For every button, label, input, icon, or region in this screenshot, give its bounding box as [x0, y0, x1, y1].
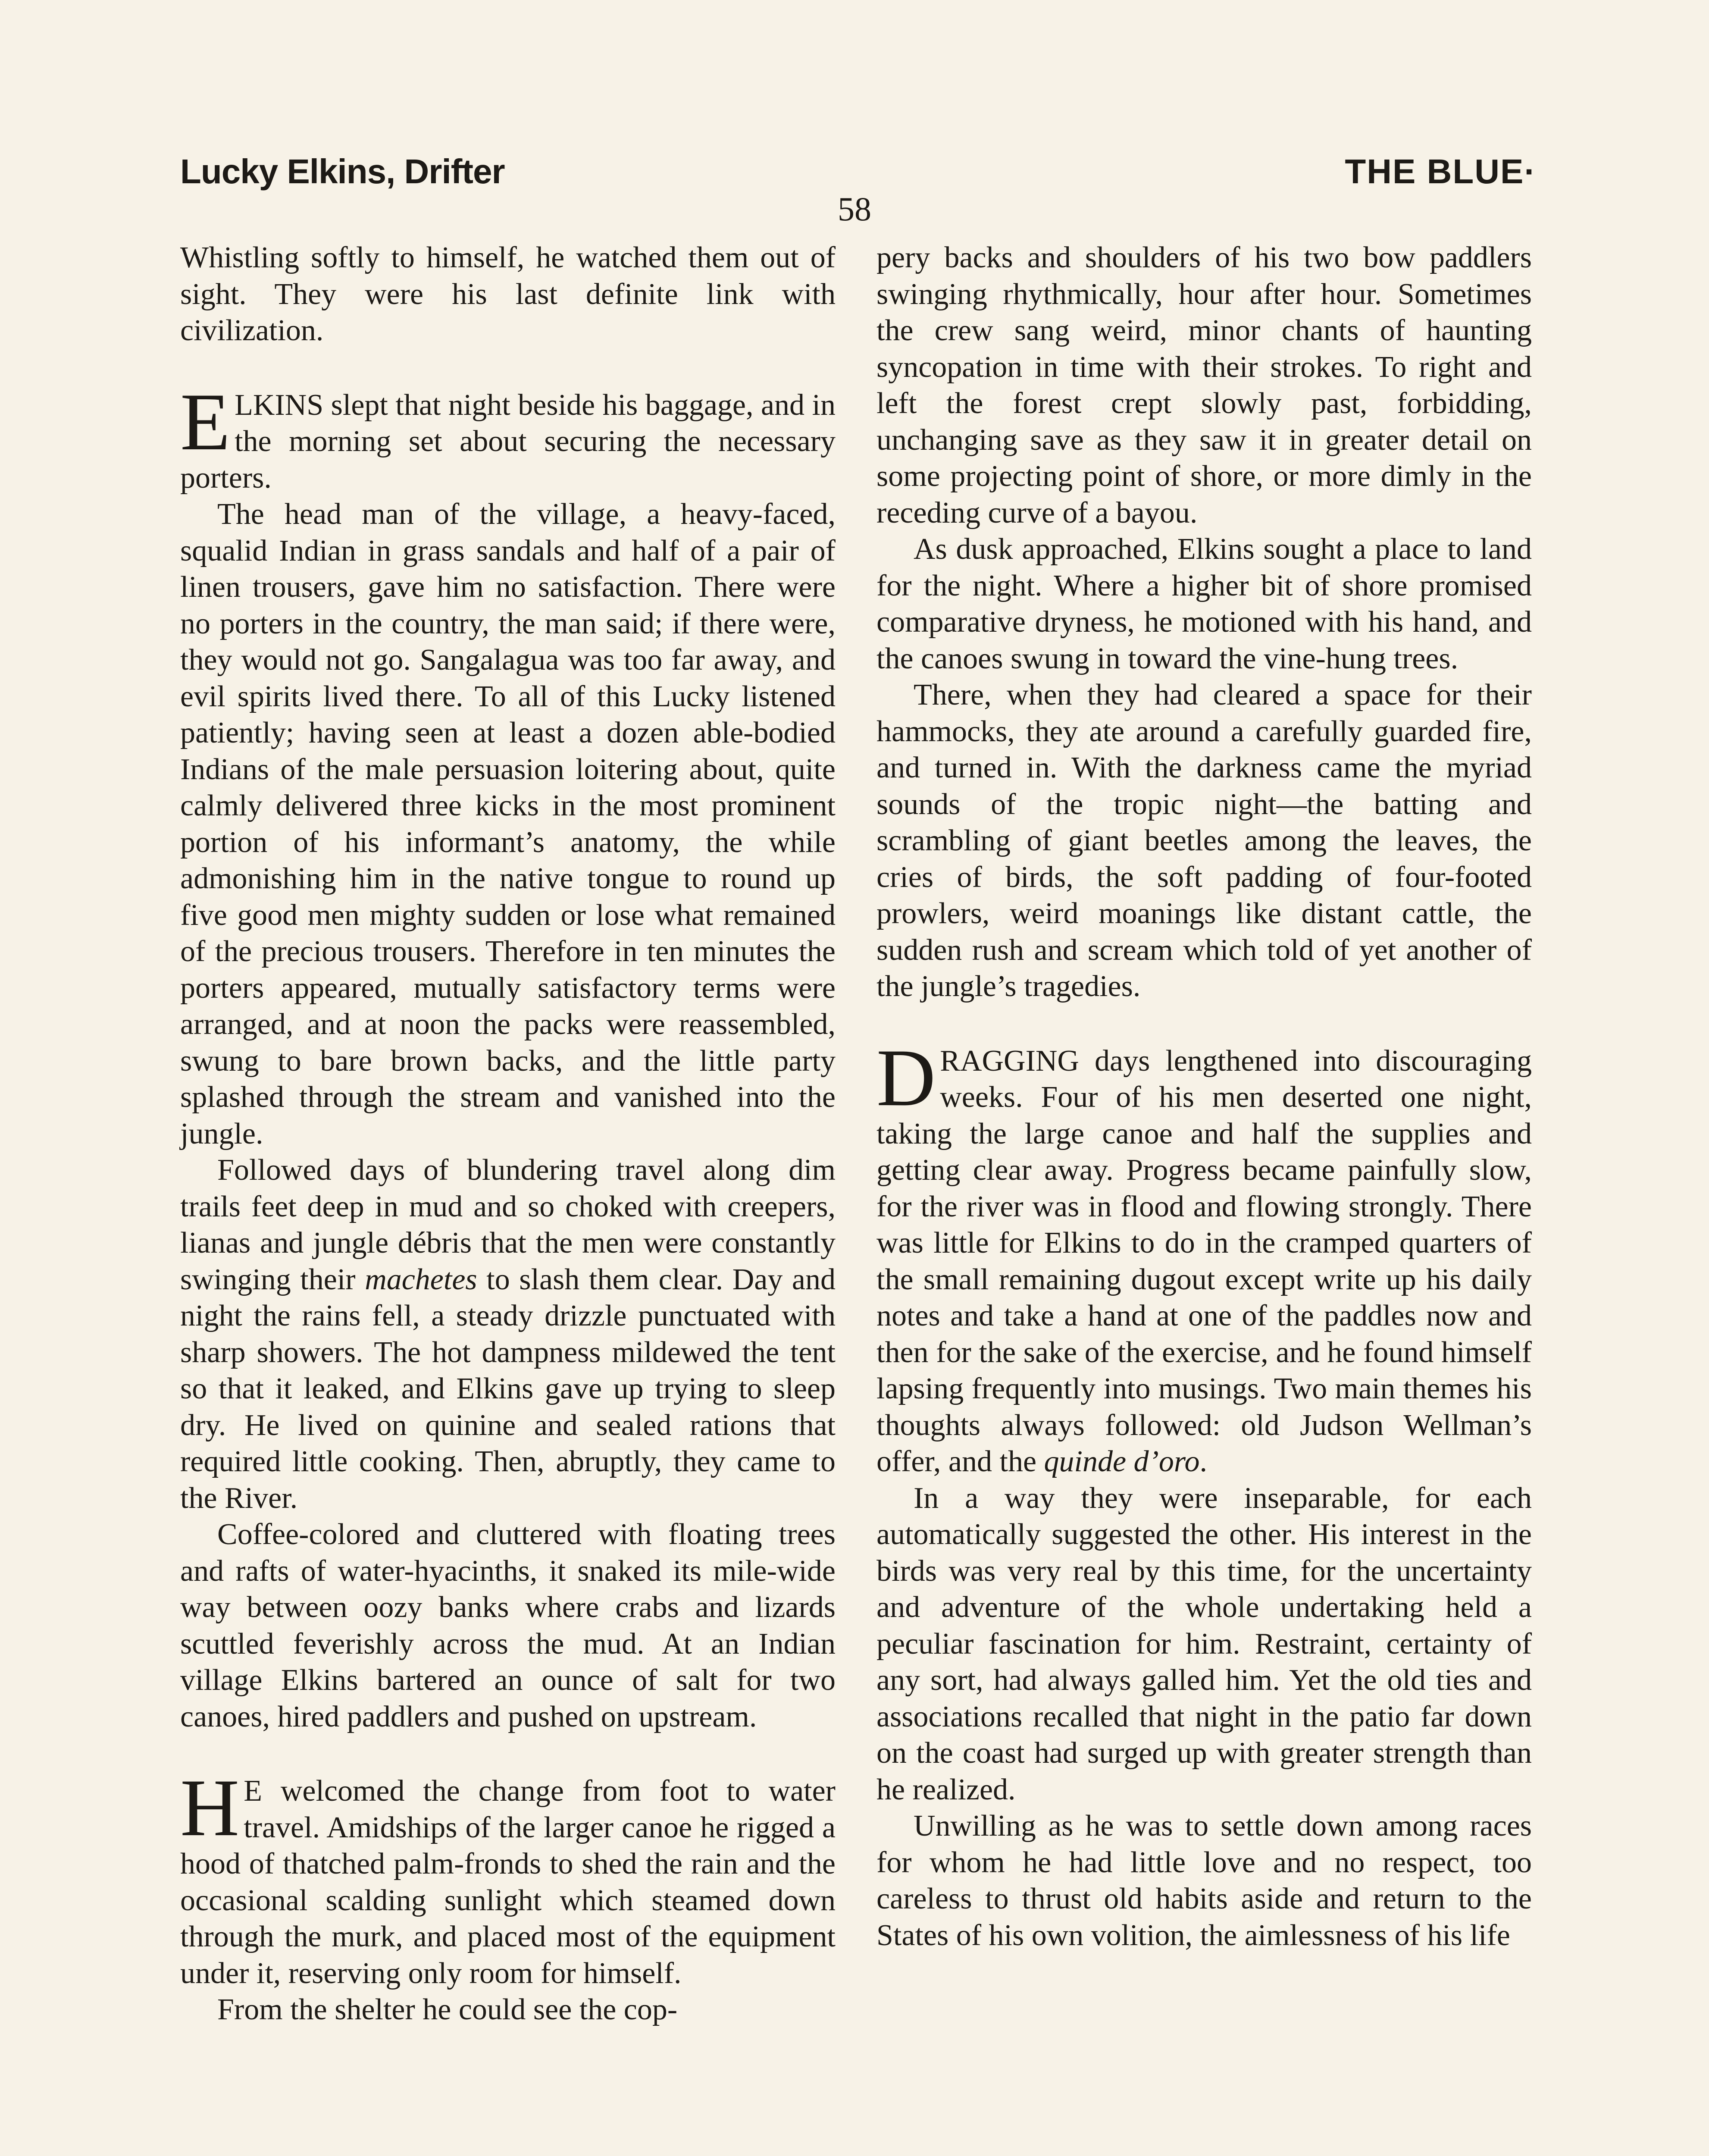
paragraph: Unwilling as he was to settle down among races for whom he had little love and no respect, too careless to thrust old habits aside and return to the States of his own volition, the aimlessness of his life: [876, 1809, 1532, 1952]
page-number: 58: [838, 190, 871, 228]
section-start-paragraph: ELKINS slept that night beside his baggage, and in the morning set about securing the necessary porters.: [180, 376, 836, 495]
right-column: [876, 240, 1532, 1954]
paragraph: pery backs and shoulders of his two bow paddlers swinging rhythmically, hour after hour. Sometimes the crew sang weird, minor chants of haunting syncopation in time with their strokes. To right and left the forest crept slowly past, forbidding, unchanging save as they saw it in greater detail on some projecting point of shore, or more dimly in the receding curve of a bayou.: [876, 241, 1532, 530]
paragraph: Whistling softly to himself, he watched them out of sight. They were his last definite link with civilization.: [180, 241, 836, 347]
paragraph: The head man of the village, a heavy-faced, squalid Indian in grass sandals and half of a pair of linen trousers, gave him no satisfaction. There were no porters in the country, the man said; if there were, they would not go. Sangalagua was too far away, and evil spirits lived there. To all of this Lucky listened patiently; having seen at least a dozen able-bodied Indians of the male persuasion loitering about, quite calmly delivered three kicks in the most prominent portion of his informant’s anatomy, the while admonishing him in the native tongue to round up five good men mighty sudden or lose what remained of the precious trousers. Therefore in ten minutes the porters appeared, mutually satisfactory terms were arranged, and at noon the packs were reassembled, swung to bare brown backs, and the little party splashed through the stream and vanished into the jungle.: [180, 498, 836, 1150]
paragraph: As dusk approached, Elkins sought a place to land for the night. Where a higher bit of shore promised comparative dryness, he motioned with his hand, and the canoes swung in toward the vine-hung trees.: [876, 533, 1532, 675]
paragraph: In a way they were inseparable, for each automatically suggested the other. His interest in the birds was very real by this time, for the uncertainty and adventure of the whole undertaking held a peculiar fascination for him. Restraint, certainty of any sort, had always galled him. Yet the old ties and associations recalled that night in the patio far down on the coast had surged up with greater strength than he realized.: [876, 1481, 1532, 1806]
magazine-title: THE BLUE·: [1345, 152, 1537, 191]
paragraph: Followed days of blundering travel along dim trails feet deep in mud and so choked with creepers, lianas and jungle débris that the men were constantly swinging their machetes to slash them clear. Day and night the rains fell, a steady drizzle punctuated with sharp showers. The hot dampness mildewed the tent so that it leaked, and Elkins gave up trying to sleep dry. He lived on quinine and sealed rations that required little cooking. Then, abruptly, they came to the River.: [180, 1153, 836, 1515]
story-title: Lucky Elkins, Drifter: [180, 152, 505, 191]
section-start-paragraph: HE welcomed the change from foot to water travel. Amidships of the larger canoe he rigged a hood of thatched palm-fronds to shed the rain and the occasional scalding sunlight which steamed down through the murk, and placed most of the equipment under it, reserving only room for himself.: [180, 1763, 836, 1990]
paragraph: From the shelter he could see the cop-: [217, 1993, 678, 2026]
paragraph: Coffee-colored and cluttered with floating trees and rafts of water-hyacinths, it snaked its mile-wide way between oozy banks where crabs and lizards scuttled feverishly across the mud. At an Indian village Elkins bartered an ounce of salt for two canoes, hired paddlers and pushed on upstream.: [180, 1518, 836, 1733]
paragraph: There, when they had cleared a space for their hammocks, they ate around a carefully guarded fire, and turned in. With the darkness came the myriad sounds of the tropic night—the batting and scrambling of giant beetles among the leaves, the cries of birds, the soft padding of four-footed prowlers, weird moanings like distant cattle, the sudden rush and scream which told of yet another of the jungle’s tragedies.: [876, 678, 1532, 1003]
section-start-paragraph: DRAGGING days lengthened into discouraging weeks. Four of his men deserted one night, taking the large canoe and half the supplies and getting clear away. Progress became painfully slow, for the river was in flood and flowing strongly. There was little for Elkins to do in the cramped quarters of the small remaining dugout except write up his daily notes and take a hand at one of the paddles now and then for the sake of the exercise, and he found himself lapsing frequently into musings. Two main themes his thoughts always followed: old Judson Wellman’s offer, and the quinde d’oro.: [876, 1032, 1532, 1478]
left-column: [180, 240, 836, 2028]
